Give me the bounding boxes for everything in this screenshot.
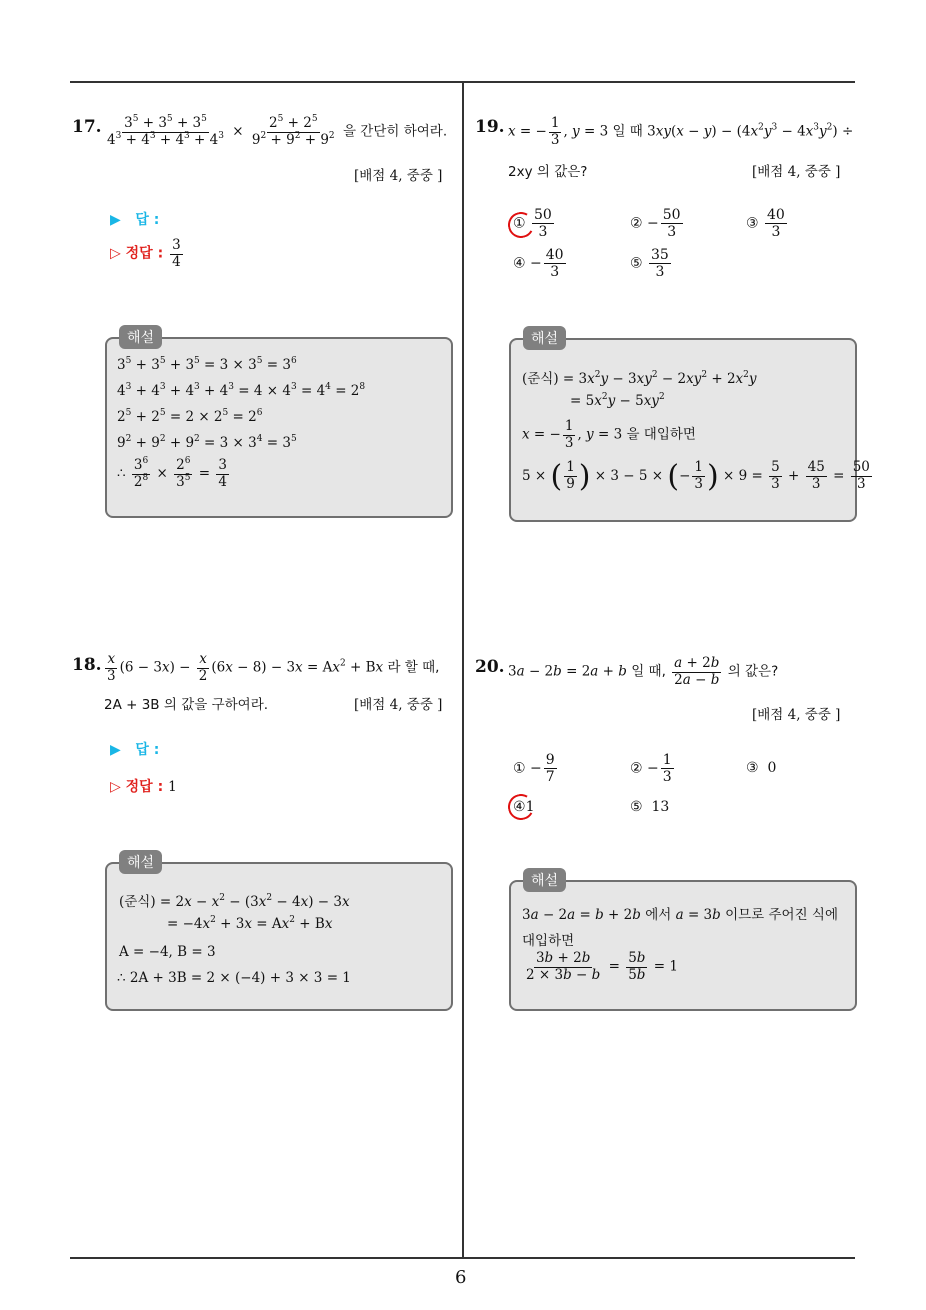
question-18-solution-tag: 해설 [119, 850, 162, 874]
question-19-solution-tag: 해설 [523, 326, 566, 350]
question-20-choice-4[interactable]: ④1 [513, 799, 535, 815]
question-19-choice-5[interactable]: ⑤ $\frac{35}{3}$ [630, 247, 669, 281]
question-17-number: 17. [72, 117, 102, 137]
question-20-choice-5[interactable]: ⑤ 13 [630, 799, 670, 815]
correct-denominator: 4 [172, 253, 181, 270]
question-20-choice-2[interactable]: ② − $\frac{1}{3}$ [630, 752, 672, 786]
question-18-number: 18. [72, 655, 102, 675]
solution-17-line-2: $4^3 + 4^3 + 4^3 + 4^3 = 4 \times 4^3 = 4^4 = 2^8$ [117, 382, 366, 399]
question-17-solution-tag: 해설 [119, 325, 162, 349]
question-19-choice-2[interactable]: ② − $\frac{50}{3}$ [630, 207, 681, 241]
solution-17-line-1: $3^5 + 3^5 + 3^5 = 3 \times 3^5 = 3^6$ [117, 356, 297, 373]
question-17-correct [110, 238, 185, 270]
question-20-suffix: 의 값은? [727, 663, 779, 680]
question-19-choice-3[interactable]: ③ $\frac{40}{3}$ [746, 207, 785, 241]
solution-19-line-3: x = − $\frac{1}{3}$ , y = 3 을 대입하면 [522, 418, 696, 451]
question-19-number: 19. [475, 117, 505, 137]
question-18-meta: [배점 4, 중중 ] [354, 697, 443, 713]
solution-18-line-4: ∴ 2A + 3B = 2 × (−4) + 3 × 3 = 1 [117, 970, 351, 986]
question-19-line-2: 2xy 의 값은? [508, 164, 588, 180]
question-17-expression: $\frac{3^5 + 3^5 + 3^5}{4^3 + 4^3 + 4^3 + 4^3}$ × $\frac{2^5 + 2^5}{9^2 + 9^2 + 9^2}$ 을 간단히 하여라. [107, 114, 448, 148]
question-20-meta: [배점 4, 중중 ] [752, 707, 841, 723]
question-20-solution-tag: 해설 [523, 868, 566, 892]
question-19-choice-1[interactable]: ① $\frac{50}{3}$ [513, 207, 552, 241]
question-19-meta: [배점 4, 중중 ] [752, 164, 841, 180]
correct-label: 정답 : [125, 779, 164, 795]
center-divider [462, 83, 464, 1258]
question-19-mid: 일 때 [612, 123, 643, 140]
correct-arrow-icon: ▷ [110, 245, 121, 262]
question-20-choice-1[interactable]: ① − $\frac{9}{7}$ [513, 752, 555, 786]
bottom-rule [70, 1257, 855, 1259]
correct-value: 1 [168, 779, 177, 795]
page-number: 6 [455, 1267, 467, 1288]
solution-20-line-1: 3a − 2a = b + 2b 에서 a = 3b 이므로 주어진 식에 [522, 907, 839, 923]
solution-19-line-1: (준식) = $3x^2y - 3xy^2 - 2xy^2 + 2x^2y$ [522, 370, 757, 387]
solution-19-line-4: 5 × ( $\frac{1}{9}$ ) × 3 − 5 × (− $\frac{1}{3}$ ) × 9 = $\frac{5}{3}$ + $\frac{45}{3}$ = $\frac{50}{3}$ [522, 459, 870, 494]
solution-19-line-2: = $5x^2y - 5xy^2$ [570, 392, 665, 409]
solution-17-line-4: $9^2 + 9^2 + 9^2 = 3 \times 3^4 = 3^5$ [117, 434, 297, 451]
correct-arrow-icon: ▷ [110, 779, 121, 795]
question-19-expression: x = − $\frac{1}{3}$ , y = 3 일 때 $3xy(x - y) - (4x^2y^3 - 4x^3y^2)$ ÷ [508, 115, 854, 148]
question-18-solution-box [105, 862, 453, 1011]
question-17-answer [110, 209, 159, 229]
solution-17-line-3: $2^5 + 2^5 = 2 \times 2^5 = 2^6$ [117, 408, 263, 425]
question-20-expression: 3a − 2b = 2a + b 일 때, $\frac{a + 2b}{2a - b}$ 의 값은? [508, 655, 779, 688]
question-20-number: 20. [475, 657, 505, 677]
question-18-expression: $\frac{x}{3}$ (6 − 3x) − $\frac{x}{2}$ $(6x - 8) - 3x = Ax^2 + Bx$ 라 할 때, [107, 651, 440, 684]
solution-20-connector-a: 에서 [645, 907, 672, 923]
question-17-meta: [배점 4, 중중 ] [354, 168, 443, 184]
question-18-line1-suffix: 라 할 때, [387, 659, 440, 676]
solution-20-connector-b: 이므로 주어진 식에 [725, 907, 839, 923]
correct-numerator: 3 [172, 237, 181, 253]
solution-20-line-2: 대입하면 [522, 933, 575, 949]
question-20-mid: 일 때, [631, 663, 666, 680]
answer-label: 답 : [135, 212, 160, 228]
solution-19-substitute: 을 대입하면 [626, 426, 696, 443]
question-20-choice-3[interactable]: ③ 0 [746, 760, 777, 776]
solution-20-line-3: $\frac{3b + 2b}{2 \times 3b - b}$ = $\frac{5b}{5b}$ = 1 [526, 950, 678, 983]
answer-arrow-icon: ▶ [110, 742, 121, 758]
solution-17-line-5: ∴ $\frac{3^6}{2^8}$ × $\frac{2^6}{3^5}$ = $\frac{3}{4}$ [117, 456, 227, 490]
question-18-answer [110, 739, 159, 759]
answer-arrow-icon: ▶ [110, 212, 121, 228]
question-18-line-2: 2A + 3B 의 값을 구하여라. [104, 697, 269, 713]
solution-18-line-1: (준식) = $2x - x^2 - (3x^2 - 4x) - 3x$ [119, 893, 350, 910]
solution-18-line-3: A = −4, B = 3 [119, 944, 216, 960]
solution-18-line-2: = $-4x^2 + 3x = Ax^2 + Bx$ [167, 915, 333, 932]
question-17-suffix: 을 간단히 하여라. [342, 123, 448, 140]
answer-label: 답 : [135, 742, 160, 758]
correct-label: 정답 : [125, 245, 164, 262]
selected-answer-circle [505, 791, 537, 823]
question-19-choice-4[interactable]: ④ − $\frac{40}{3}$ [513, 247, 564, 281]
question-18-correct [110, 776, 177, 796]
